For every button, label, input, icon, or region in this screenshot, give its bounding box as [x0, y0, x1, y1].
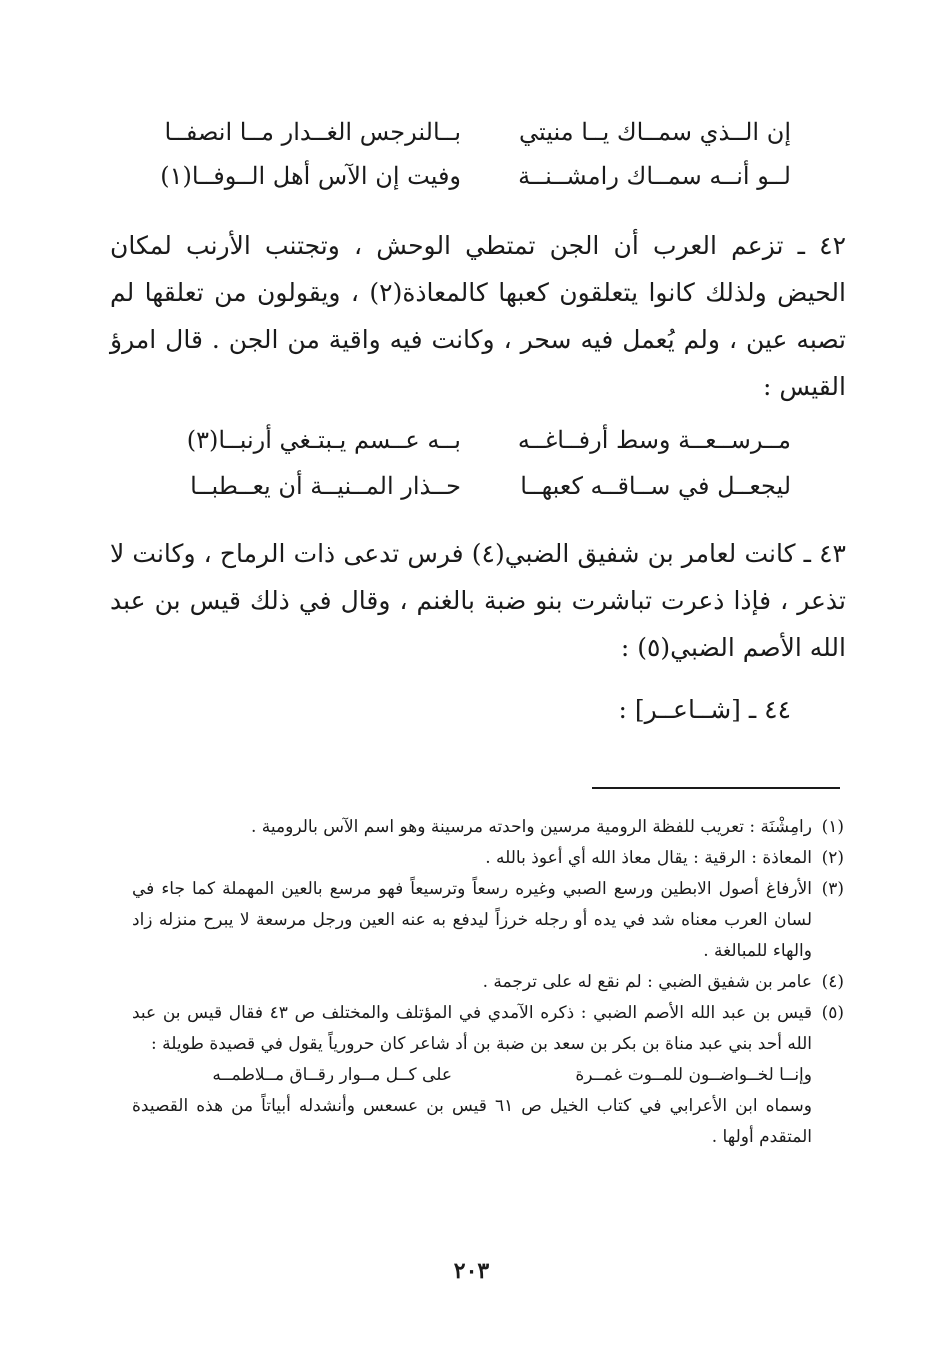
verse-line-2: [101, 156, 791, 196]
paragraph-42: ٤٢ ـ تزعم العرب أن الجن تمتطي الوحش ، وتجتنب الأرنب لمكان الحيض ولذلك كانوا يتعلقون كعبها كالمعاذة(٢) ، ويقولون من تعلقها لم تصبه عين ، ولم يُعمل فيه سحر ، وكانت فيه واقية من الجن . قال امرؤ القيس :: [110, 231, 846, 401]
verse-hemistich-right: مــرســعــة وسط أرفــاغــه: [517, 426, 791, 454]
footnote-number: (١): [821, 817, 844, 837]
footnote-separator: [592, 787, 840, 789]
footnote-number: (٥): [821, 1003, 844, 1023]
footnote-4: [132, 967, 844, 998]
footnote-text: الأرفاغ أصول الابطين ورسع الصبي وغيره رسعاً وترسيعاً فهو مرسع بالعين المهملة كما جاء في لسان العرب معناه شد في يده أو رجله خرزاً ليدفع به عنه العين ورجل مرسعة لا يبرح منزله زاد والهاء للمبالغة .: [132, 879, 812, 961]
footnote-text: المعاذة : الرقية : يقال معاذ الله أي أعوذ بالله .: [485, 848, 812, 868]
footnote-number: (٢): [821, 848, 844, 868]
footnote-number: (٣): [821, 879, 844, 899]
footnote-2: [132, 843, 844, 874]
footnote-3: [132, 874, 844, 967]
footnote-text: عامر بن شفيق الضبي : لم نقع له على ترجمة .: [482, 972, 812, 992]
footnotes: [132, 812, 844, 1153]
verse-hemistich-left: حــذار المــنيــة أن يعــطبــا: [190, 472, 461, 500]
verse-line-1: [101, 112, 791, 152]
page-number: ٢٠٣: [453, 1258, 490, 1284]
footnote-verse-right: وإنــا لخــواضــون للمــوت غمــرة: [575, 1065, 812, 1085]
entry-heading-44: ٤٤ ـ [شــاعــر] :: [618, 695, 791, 724]
verse-hemistich-right: إن الــذي سمــاك يــا منيتي: [518, 118, 791, 146]
verse-hemistich-right: لــو أنــه سمــاك رامشــنــة: [518, 162, 791, 190]
footnote-1: [132, 812, 844, 843]
footnote-verse: [132, 1060, 812, 1091]
verse-line-4: [101, 466, 791, 506]
footnote-5-continuation: وسماه ابن الأعرابي في كتاب الخيل ص ٦١ قيس بن عسعس وأنشدله أبياتاً من هذه القصيدة المتقدم أولها .: [132, 1096, 812, 1147]
footnote-text: رامِشْنَة : تعريب للفظة الرومية مرسين واحدته مرسينة وهو اسم الآس بالرومية .: [250, 817, 812, 837]
verse-line-3: [101, 420, 791, 460]
footnote-5: [132, 998, 844, 1153]
verse-hemistich-left: وفيت إن الآس أهل الــوفــا(١): [160, 162, 461, 190]
footnote-number: (٤): [821, 972, 844, 992]
footnote-verse-left: على كــل مــوار رقــاق مــلاطمــه: [212, 1065, 452, 1085]
verse-hemistich-left: بــالنرجس الغــدار مــا انصفــا: [164, 118, 461, 146]
footnote-text: قيس بن عبد الله الأصم الضبي : ذكره الآمدي في المؤتلف والمختلف ص ٤٣ فقال قيس بن عبد الله أحد بني عبد مناة بن بكر بن سعد بن ضبة بن أد شاعر كان حرورياً يقول في قصيدة طويلة :: [132, 1003, 813, 1054]
verse-hemistich-right: ليجعــل في ســاقــه كعبهــا: [520, 472, 791, 500]
paragraph-43: ٤٣ ـ كانت لعامر بن شفيق الضبي(٤) فرس تدعى ذات الرماح ، وكانت لا تذعر ، فإذا ذعرت تباشرت بنو ضبة بالغنم ، وقال في ذلك قيس بن عبد الله الأصم الضبي(٥) :: [110, 539, 846, 662]
verse-hemistich-left: بــه عــسم يـبتـغي أرنبــا(٣): [186, 426, 461, 454]
